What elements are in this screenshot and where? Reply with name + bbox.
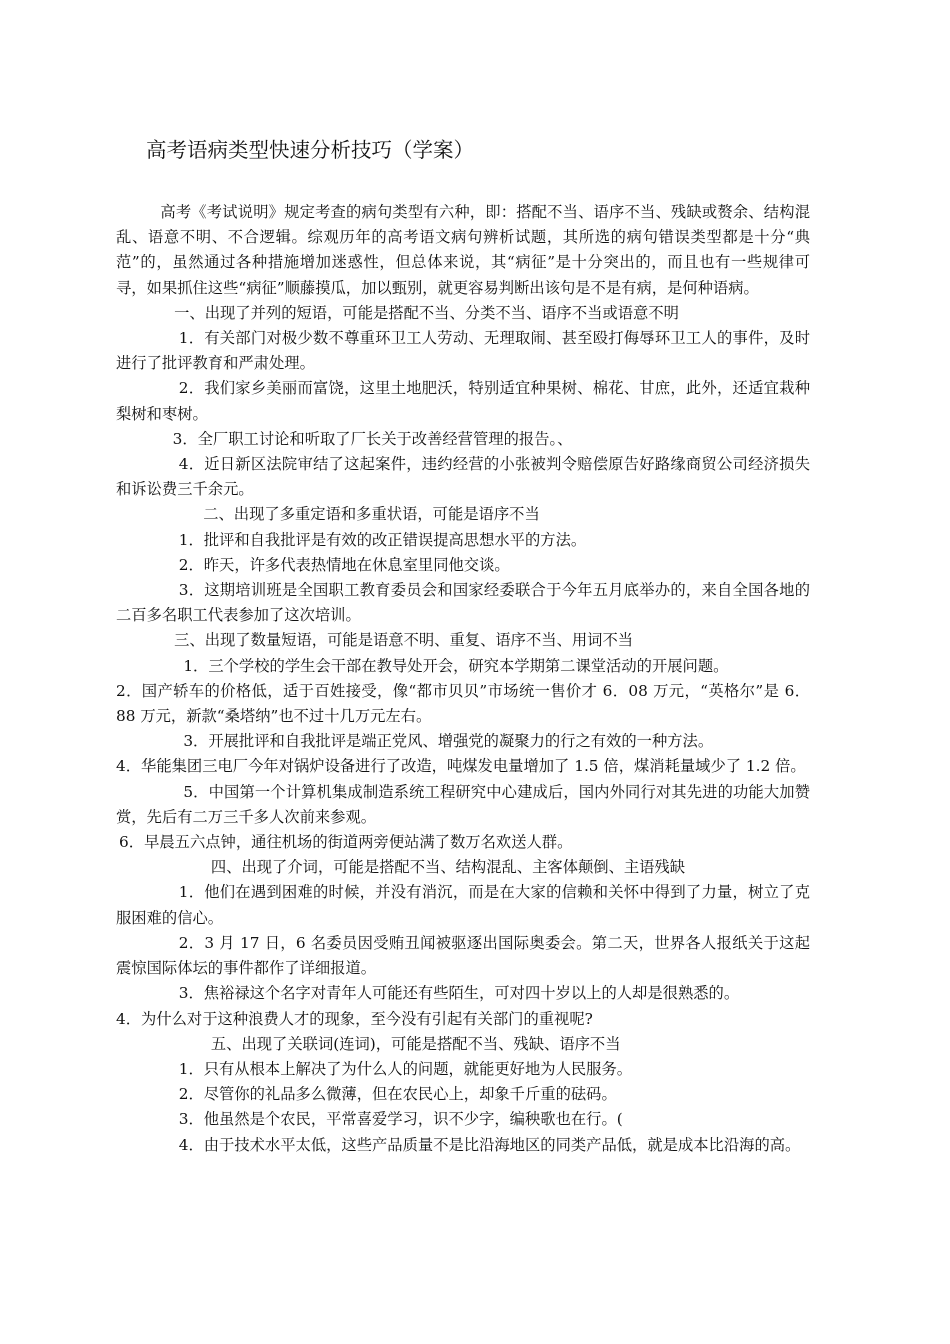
section-heading-5: 五、出现了关联词(连词)，可能是搭配不当、残缺、语序不当 [210,1034,621,1053]
list-item: 2．国产轿车的价格低，适于百姓接受，像“都市贝贝”市场统一售价才 6．08 万元，“英格尔”是 6．88 万元，新款“桑塔纳”也不过十几万元左右。 [116,681,810,726]
list-item: 4．近日新区法院审结了这起案件，违约经营的小张被判令赔偿原告好路缘商贸公司经济损失和诉讼费三千余元。 [116,455,810,499]
list-item: 1．他们在遇到困难的时候，并没有消沉，而是在大家的信赖和关怀中得到了力量，树立了克服困难的信心。 [116,883,810,927]
list-item: 1．三个学校的学生会干部在教导处开会，研究本学期第二课堂活动的开展问题。 [183,656,729,675]
document-body [116,200,810,1158]
list-item: 3．焦裕禄这个名字对青年人可能还有些陌生，可对四十岁以上的人却是很熟悉的。 [178,984,740,1003]
list-item: 1．有关部门对极少数不尊重环卫工人劳动、无理取闹、甚至殴打侮辱环卫工人的事件，及时进行了批评教育和严肃处理。 [116,329,810,373]
list-item: 1．只有从根本上解决了为什么人的问题，就能更好地为人民服务。 [178,1059,633,1078]
list-item: 5．中国第一个计算机集成制造系统工程研究中心建成后，国内外同行对其先进的功能大加赞赏，先后有二万三千多人次前来参观。 [116,782,810,826]
list-item: 6．早晨五六点钟，通往机场的街道两旁便站满了数万名欢送人群。 [119,833,573,852]
page-title: 高考语病类型快速分析技巧（学案） [146,138,474,162]
section-heading-3: 三、出现了数量短语，可能是语意不明、重复、语序不当、用词不当 [174,631,634,650]
list-item: 3．这期培训班是全国职工教育委员会和国家经委联合于今年五月底举办的，来自全国各地的二百多名职工代表参加了这次培训。 [116,581,810,625]
list-item: 3．全厂职工讨论和听取了厂长关于改善经营管理的报告。、 [172,429,573,448]
list-item: 3．他虽然是个农民，平常喜爱学习，识不少字，编秧歌也在行。( [178,1110,623,1129]
list-item: 4．华能集团三电厂今年对锅炉设备进行了改造，吨煤发电量增加了 1.5 倍，煤消耗量域少了 1.2 倍。 [116,757,806,776]
intro-paragraph: 高考《考试说明》规定考查的病句类型有六种，即：搭配不当、语序不当、残缺或赘余、结构混乱、语意不明、不合逻辑。综观历年的高考语文病句辨析试题，其所选的病句错误类型都是十分“典范”的，虽然通过各种措施增加迷惑性，但总体来说，其“病征”是十分突出的，而且也有一些规律可寻，如果抓住这些“病征”顺藤摸瓜，加以甄别，就更容易判断出该句是不是有病，是何种语病。 [116,203,810,297]
section-heading-4: 四、出现了介词，可能是搭配不当、结构混乱、主客体颠倒、主语残缺 [210,858,686,877]
list-item: 3．开展批评和自我批评是端正党风、增强党的凝聚力的行之有效的一种方法。 [183,732,714,751]
list-item: 4．为什么对于这种浪费人才的现象，至今没有引起有关部门的重视呢? [116,1009,593,1028]
list-item: 2．昨天，许多代表热情地在休息室里同他交谈。 [178,555,510,574]
list-item: 2．3 月 17 日，6 名委员因受贿丑闻被驱逐出国际奥委会。第二天，世界各人报纸关于这起震惊国际体坛的事件都作了详细报道。 [116,933,810,978]
section-heading-2: 二、出现了多重定语和多重状语，可能是语序不当 [203,505,540,524]
list-item: 4．由于技术水平太低，这些产品质量不是比沿海地区的同类产品低，就是成本比沿海的高。 [178,1135,801,1154]
section-heading-1: 一、出现了并列的短语，可能是搭配不当、分类不当、语序不当或语意不明 [174,303,679,322]
list-item: 2．尽管你的礼品多么微薄，但在农民心上，却象千斤重的砝码。 [178,1085,617,1104]
list-item: 2．我们家乡美丽而富饶，这里土地肥沃，特别适宜种果树、棉花、甘庶，此外，还适宜栽种梨树和枣树。 [116,379,810,423]
list-item: 1．批评和自我批评是有效的改正错误提高思想水平的方法。 [178,530,587,549]
